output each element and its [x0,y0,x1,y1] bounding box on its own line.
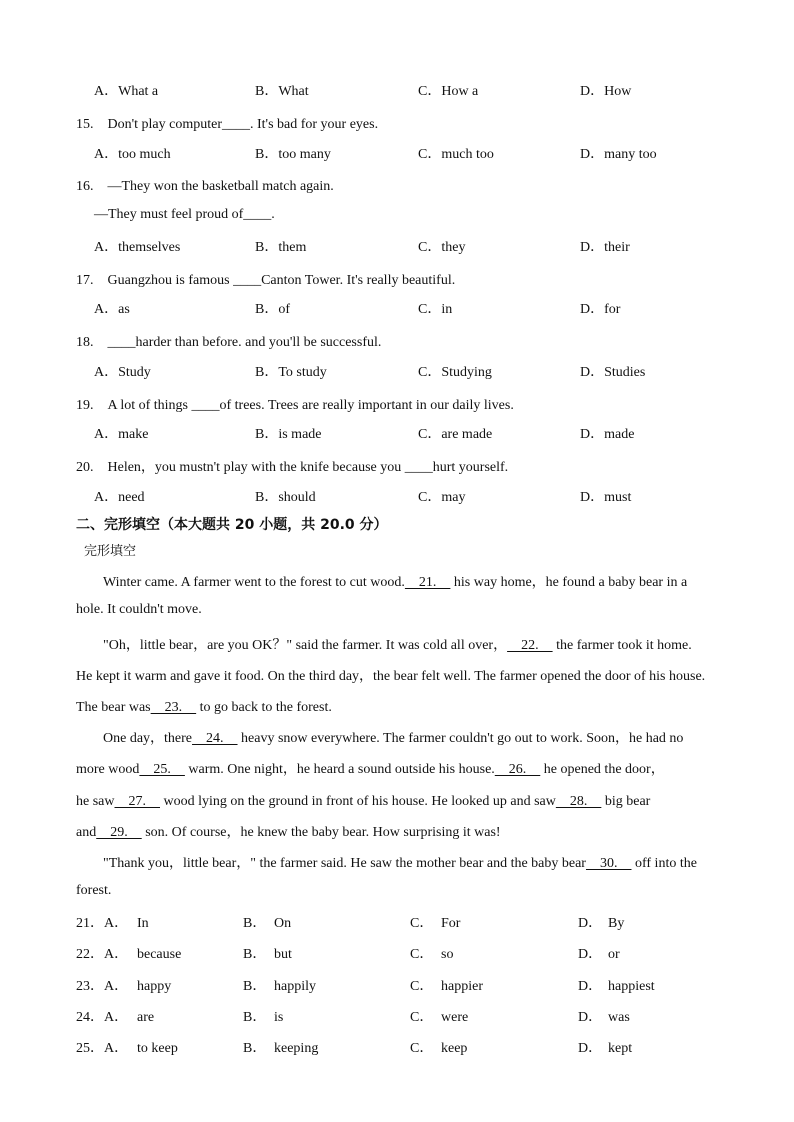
cloze-label-c: C． [410,979,434,994]
blank-23: 23. [150,700,197,715]
cloze-label-d: D． [578,979,603,994]
blank-24: 24. [192,731,238,746]
cloze-label-d: D． [578,916,603,931]
blank-28: 28. [555,794,602,809]
cloze-option-a[interactable]: because [137,947,182,962]
q18-stem: 18. ____harder than before. and you'll be successful. [76,335,382,350]
cloze-option-a[interactable]: to keep [137,1041,178,1056]
cloze-option-a[interactable]: In [137,916,149,931]
blank-26: 26. [494,762,541,777]
q20-option-d[interactable]: D．must [580,490,632,505]
cloze-label-c: C． [410,916,434,931]
cloze-option-d[interactable]: happiest [608,979,655,994]
cloze-option-c[interactable]: were [441,1010,469,1025]
cloze-option-d[interactable]: or [608,947,620,962]
cloze-option-b[interactable]: happily [274,979,316,994]
q19-option-c[interactable]: C．are made [418,427,493,442]
cloze-option-b[interactable]: On [274,916,292,931]
cloze-option-d[interactable]: kept [608,1041,633,1056]
cloze-label-b: B． [243,916,267,931]
cloze-option-a[interactable]: are [137,1010,155,1025]
q18-option-d[interactable]: D．Studies [580,365,646,380]
blank-27: 27. [114,794,160,809]
cloze-option-c[interactable]: so [441,947,454,962]
q14-option-d[interactable]: D．How [580,84,632,99]
q15-option-d[interactable]: D．many too [580,147,657,162]
passage-line-3: "Oh，little bear，are you OK？" said the farmer. It was cold all over， 22. the farmer took it home. [103,634,692,654]
passage-line-1: Winter came. A farmer went to the forest to cut wood. 21. his way home，he found a baby bear in a [103,571,687,591]
q20-stem: 20. Helen，you mustn't play with the knife because you ____hurt yourself. [76,460,509,475]
cloze-num: 22．A． [76,947,129,962]
cloze-num: 21．A． [76,916,129,931]
q16-option-a[interactable]: A．themselves [94,240,181,255]
cloze-label-b: B． [243,1010,267,1025]
blank-21: 21. [404,575,451,590]
passage-line-10: "Thank you，little bear，" the farmer said. He saw the mother bear and the baby bear 30. off into the [103,852,697,872]
cloze-option-d[interactable]: was [608,1010,630,1025]
q16-option-b[interactable]: B．them [255,240,307,255]
q20-option-a[interactable]: A．need [94,490,145,505]
cloze-label-c: C． [410,1010,434,1025]
cloze-label-d: D． [578,947,603,962]
q17-stem: 17. Guangzhou is famous ____Canton Tower. It's really beautiful. [76,273,456,288]
cloze-option-c[interactable]: For [441,916,461,931]
q16-stem-reply: —They must feel proud of____. [94,207,275,222]
cloze-option-b[interactable]: is [274,1010,284,1025]
q14-option-c[interactable]: C．How a [418,84,479,99]
q19-option-b[interactable]: B．is made [255,427,322,442]
cloze-option-c[interactable]: keep [441,1041,468,1056]
q14-option-b[interactable]: B．What [255,84,309,99]
cloze-label-b: B． [243,1041,267,1056]
cloze-option-c[interactable]: happier [441,979,483,994]
q18-option-b[interactable]: B．To study [255,365,327,380]
q17-option-c[interactable]: C．in [418,302,453,317]
q16-option-c[interactable]: C．they [418,240,466,255]
q15-stem: 15. Don't play computer____. It's bad for your eyes. [76,117,379,132]
q16-option-d[interactable]: D．their [580,240,630,255]
q16-stem: 16. —They won the basketball match again. [76,179,334,194]
section-heading-cloze: 二、完形填空（本大题共 20 小题，共 20.0 分） [76,517,388,533]
cloze-label-c: C． [410,1041,434,1056]
q19-option-a[interactable]: A．make [94,427,149,442]
cloze-option-b[interactable]: keeping [274,1041,319,1056]
cloze-label-d: D． [578,1041,603,1056]
section-subheading: 完形填空 [84,544,137,559]
q20-option-b[interactable]: B．should [255,490,316,505]
q17-option-a[interactable]: A．as [94,302,130,317]
passage-line-2: hole. It couldn't move. [76,602,202,617]
cloze-option-b[interactable]: but [274,947,292,962]
cloze-label-b: B． [243,947,267,962]
q18-option-c[interactable]: C．Studying [418,365,492,380]
passage-line-11: forest. [76,883,112,898]
cloze-num: 23．A． [76,979,129,994]
q19-option-d[interactable]: D．made [580,427,635,442]
passage-line-9: and 29. son. Of course，he knew the baby bear. How surprising it was! [76,821,501,841]
passage-line-4: He kept it warm and gave it food. On the third day，the bear felt well. The farmer opened the door of his house. [76,669,706,684]
blank-29: 29. [96,825,142,840]
cloze-option-d[interactable]: By [608,916,625,931]
passage-line-8: he saw 27. wood lying on the ground in front of his house. He looked up and saw 28. big bear [76,790,650,810]
q19-stem: 19. A lot of things ____of trees. Trees are really important in our daily lives. [76,398,514,413]
q15-option-a[interactable]: A．too much [94,147,171,162]
cloze-label-d: D． [578,1010,603,1025]
blank-22: 22. [507,638,553,653]
q14-option-a[interactable]: A．What a [94,84,159,99]
q18-option-a[interactable]: A．Study [94,365,151,380]
q15-option-c[interactable]: C．much too [418,147,494,162]
blank-25: 25. [139,762,185,777]
cloze-label-c: C． [410,947,434,962]
passage-line-5: The bear was 23. to go back to the forest. [76,696,332,716]
passage-line-7: more wood 25. warm. One night，he heard a sound outside his house. 26. he opened the door， [76,758,665,778]
q17-option-b[interactable]: B．of [255,302,290,317]
cloze-num: 24．A． [76,1010,129,1025]
q20-option-c[interactable]: C．may [418,490,466,505]
q15-option-b[interactable]: B．too many [255,147,331,162]
blank-30: 30. [585,856,632,871]
cloze-label-b: B． [243,979,267,994]
passage-line-6: One day，there 24. heavy snow everywhere. The farmer couldn't go out to work. Soon，he had no [103,727,683,747]
cloze-option-a[interactable]: happy [137,979,172,994]
q17-option-d[interactable]: D．for [580,302,621,317]
cloze-num: 25．A． [76,1041,129,1056]
